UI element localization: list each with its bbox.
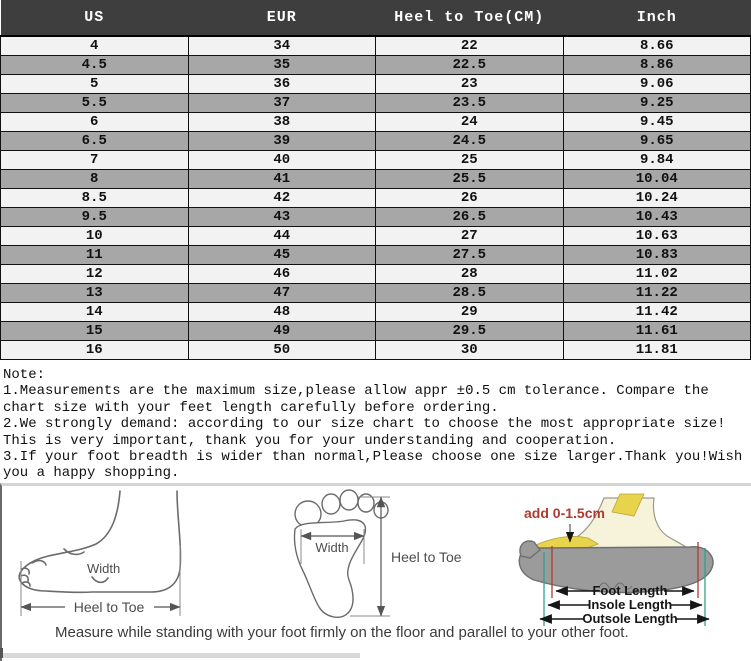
- size-cell: 47: [188, 284, 376, 303]
- footprint-diagram: [288, 489, 510, 625]
- bottom-left-notch: [0, 648, 3, 658]
- size-cell: 24.5: [376, 132, 564, 151]
- size-cell: 4: [1, 36, 189, 56]
- size-cell: 29: [376, 303, 564, 322]
- size-cell: 8: [1, 170, 189, 189]
- size-cell: 50: [188, 341, 376, 360]
- size-cell: 35: [188, 56, 376, 75]
- size-cell: 48: [188, 303, 376, 322]
- size-chart-body: [1, 36, 751, 360]
- size-cell: 6.5: [1, 132, 189, 151]
- header-row: [1, 0, 751, 36]
- size-cell: 22: [376, 36, 564, 56]
- notes-title: Note:: [3, 367, 46, 383]
- size-cell: 8.66: [563, 36, 751, 56]
- size-cell: 11.81: [563, 341, 751, 360]
- table-row: [1, 322, 751, 341]
- table-row: [1, 75, 751, 94]
- column-header-inch: Inch: [563, 0, 751, 36]
- size-cell: 10.43: [563, 208, 751, 227]
- note-line: 1.Measurements are the maximum size,please allow appr ±0.5 cm tolerance. Compare the chart size with your feet length carefully before ordering.: [3, 383, 709, 416]
- size-cell: 15: [1, 322, 189, 341]
- size-cell: 4.5: [1, 56, 189, 75]
- table-row: [1, 94, 751, 113]
- table-row: [1, 113, 751, 132]
- table-row: [1, 265, 751, 284]
- table-row: [1, 284, 751, 303]
- outsole-length-label: Outsole Length: [582, 611, 678, 626]
- bottom-strip: [0, 653, 360, 658]
- size-cell: 11.22: [563, 284, 751, 303]
- table-row: [1, 151, 751, 170]
- size-cell: 10.63: [563, 227, 751, 246]
- size-cell: 10.24: [563, 189, 751, 208]
- size-cell: 22.5: [376, 56, 564, 75]
- size-cell: 27.5: [376, 246, 564, 265]
- size-cell: 42: [188, 189, 376, 208]
- toe-2: [322, 494, 340, 514]
- size-cell: 9.5: [1, 208, 189, 227]
- size-cell: 34: [188, 36, 376, 56]
- size-cell: 38: [188, 113, 376, 132]
- size-cell: 9.84: [563, 151, 751, 170]
- insole-length-label: Insole Length: [587, 597, 673, 612]
- table-row: [1, 132, 751, 151]
- footprint-heel-to-toe-label: Heel to Toe: [391, 549, 462, 565]
- size-cell: 14: [1, 303, 189, 322]
- size-cell: 37: [188, 94, 376, 113]
- size-cell: 10.83: [563, 246, 751, 265]
- size-cell: 11.02: [563, 265, 751, 284]
- foot-length-label: Foot Length: [592, 583, 668, 598]
- measure-instruction-caption: Measure while standing with your foot firmly on the floor and parallel to your other foot.: [55, 624, 629, 641]
- table-row: [1, 227, 751, 246]
- size-chart-header: [1, 0, 751, 36]
- size-cell: 29.5: [376, 322, 564, 341]
- table-row: [1, 56, 751, 75]
- size-cell: 30: [376, 341, 564, 360]
- size-cell: 26.5: [376, 208, 564, 227]
- toe-lines: [21, 561, 46, 586]
- size-cell: 8.5: [1, 189, 189, 208]
- note-line: 3.If your foot breadth is wider than normal,Please choose one size larger.Thank you!Wish you a happy shopping.: [3, 449, 743, 482]
- size-cell: 16: [1, 341, 189, 360]
- size-cell: 45: [188, 246, 376, 265]
- size-cell: 9.45: [563, 113, 751, 132]
- size-cell: 9.65: [563, 132, 751, 151]
- size-cell: 6: [1, 113, 189, 132]
- side-width-label: Width: [87, 561, 121, 576]
- size-cell: 39: [188, 132, 376, 151]
- size-cell: 10.04: [563, 170, 751, 189]
- table-row: [1, 208, 751, 227]
- size-cell: 40: [188, 151, 376, 170]
- footprint-sole-outline: [294, 520, 365, 617]
- table-row: [1, 189, 751, 208]
- size-cell: 11.61: [563, 322, 751, 341]
- instep-curve: [64, 549, 84, 554]
- size-cell: 28: [376, 265, 564, 284]
- table-row: [1, 36, 751, 56]
- size-cell: 23.5: [376, 94, 564, 113]
- toe-3: [340, 490, 358, 510]
- size-cell: 25.5: [376, 170, 564, 189]
- size-cell: 49: [188, 322, 376, 341]
- size-cell: 27: [376, 227, 564, 246]
- size-cell: 9.06: [563, 75, 751, 94]
- ball-curve: [92, 577, 108, 582]
- table-row: [1, 246, 751, 265]
- size-cell: 46: [188, 265, 376, 284]
- table-row: [1, 341, 751, 360]
- note-line: 2.We strongly demand: according to our size chart to choose the most appropriate size! This is very important, thank you for your understanding and cooperation.: [3, 416, 726, 449]
- size-cell: 24: [376, 113, 564, 132]
- add-allowance-label: add 0-1.5cm: [524, 505, 605, 521]
- column-header-cm: Heel to Toe(CM): [376, 0, 564, 36]
- size-cell: 11.42: [563, 303, 751, 322]
- size-cell: 8.86: [563, 56, 751, 75]
- shoe-length-diagram: [508, 486, 748, 634]
- size-cell: 11: [1, 246, 189, 265]
- size-cell: 5.5: [1, 94, 189, 113]
- column-header-us: US: [1, 0, 189, 36]
- side-heel-to-toe-label: Heel to Toe: [73, 599, 145, 615]
- size-cell: 7: [1, 151, 189, 170]
- foot-side-outline: [19, 491, 180, 592]
- size-cell: 26: [376, 189, 564, 208]
- size-cell: 44: [188, 227, 376, 246]
- size-cell: 25: [376, 151, 564, 170]
- foot-side-view-diagram: [8, 489, 226, 623]
- notes-section: [0, 364, 751, 482]
- table-row: [1, 170, 751, 189]
- size-cell: 9.25: [563, 94, 751, 113]
- size-cell: 12: [1, 265, 189, 284]
- footprint-width-label: Width: [315, 540, 349, 555]
- size-cell: 41: [188, 170, 376, 189]
- column-header-eur: EUR: [188, 0, 376, 36]
- size-cell: 36: [188, 75, 376, 94]
- size-cell: 28.5: [376, 284, 564, 303]
- size-cell: 23: [376, 75, 564, 94]
- size-cell: 5: [1, 75, 189, 94]
- size-cell: 13: [1, 284, 189, 303]
- size-cell: 10: [1, 227, 189, 246]
- size-cell: 43: [188, 208, 376, 227]
- table-row: [1, 303, 751, 322]
